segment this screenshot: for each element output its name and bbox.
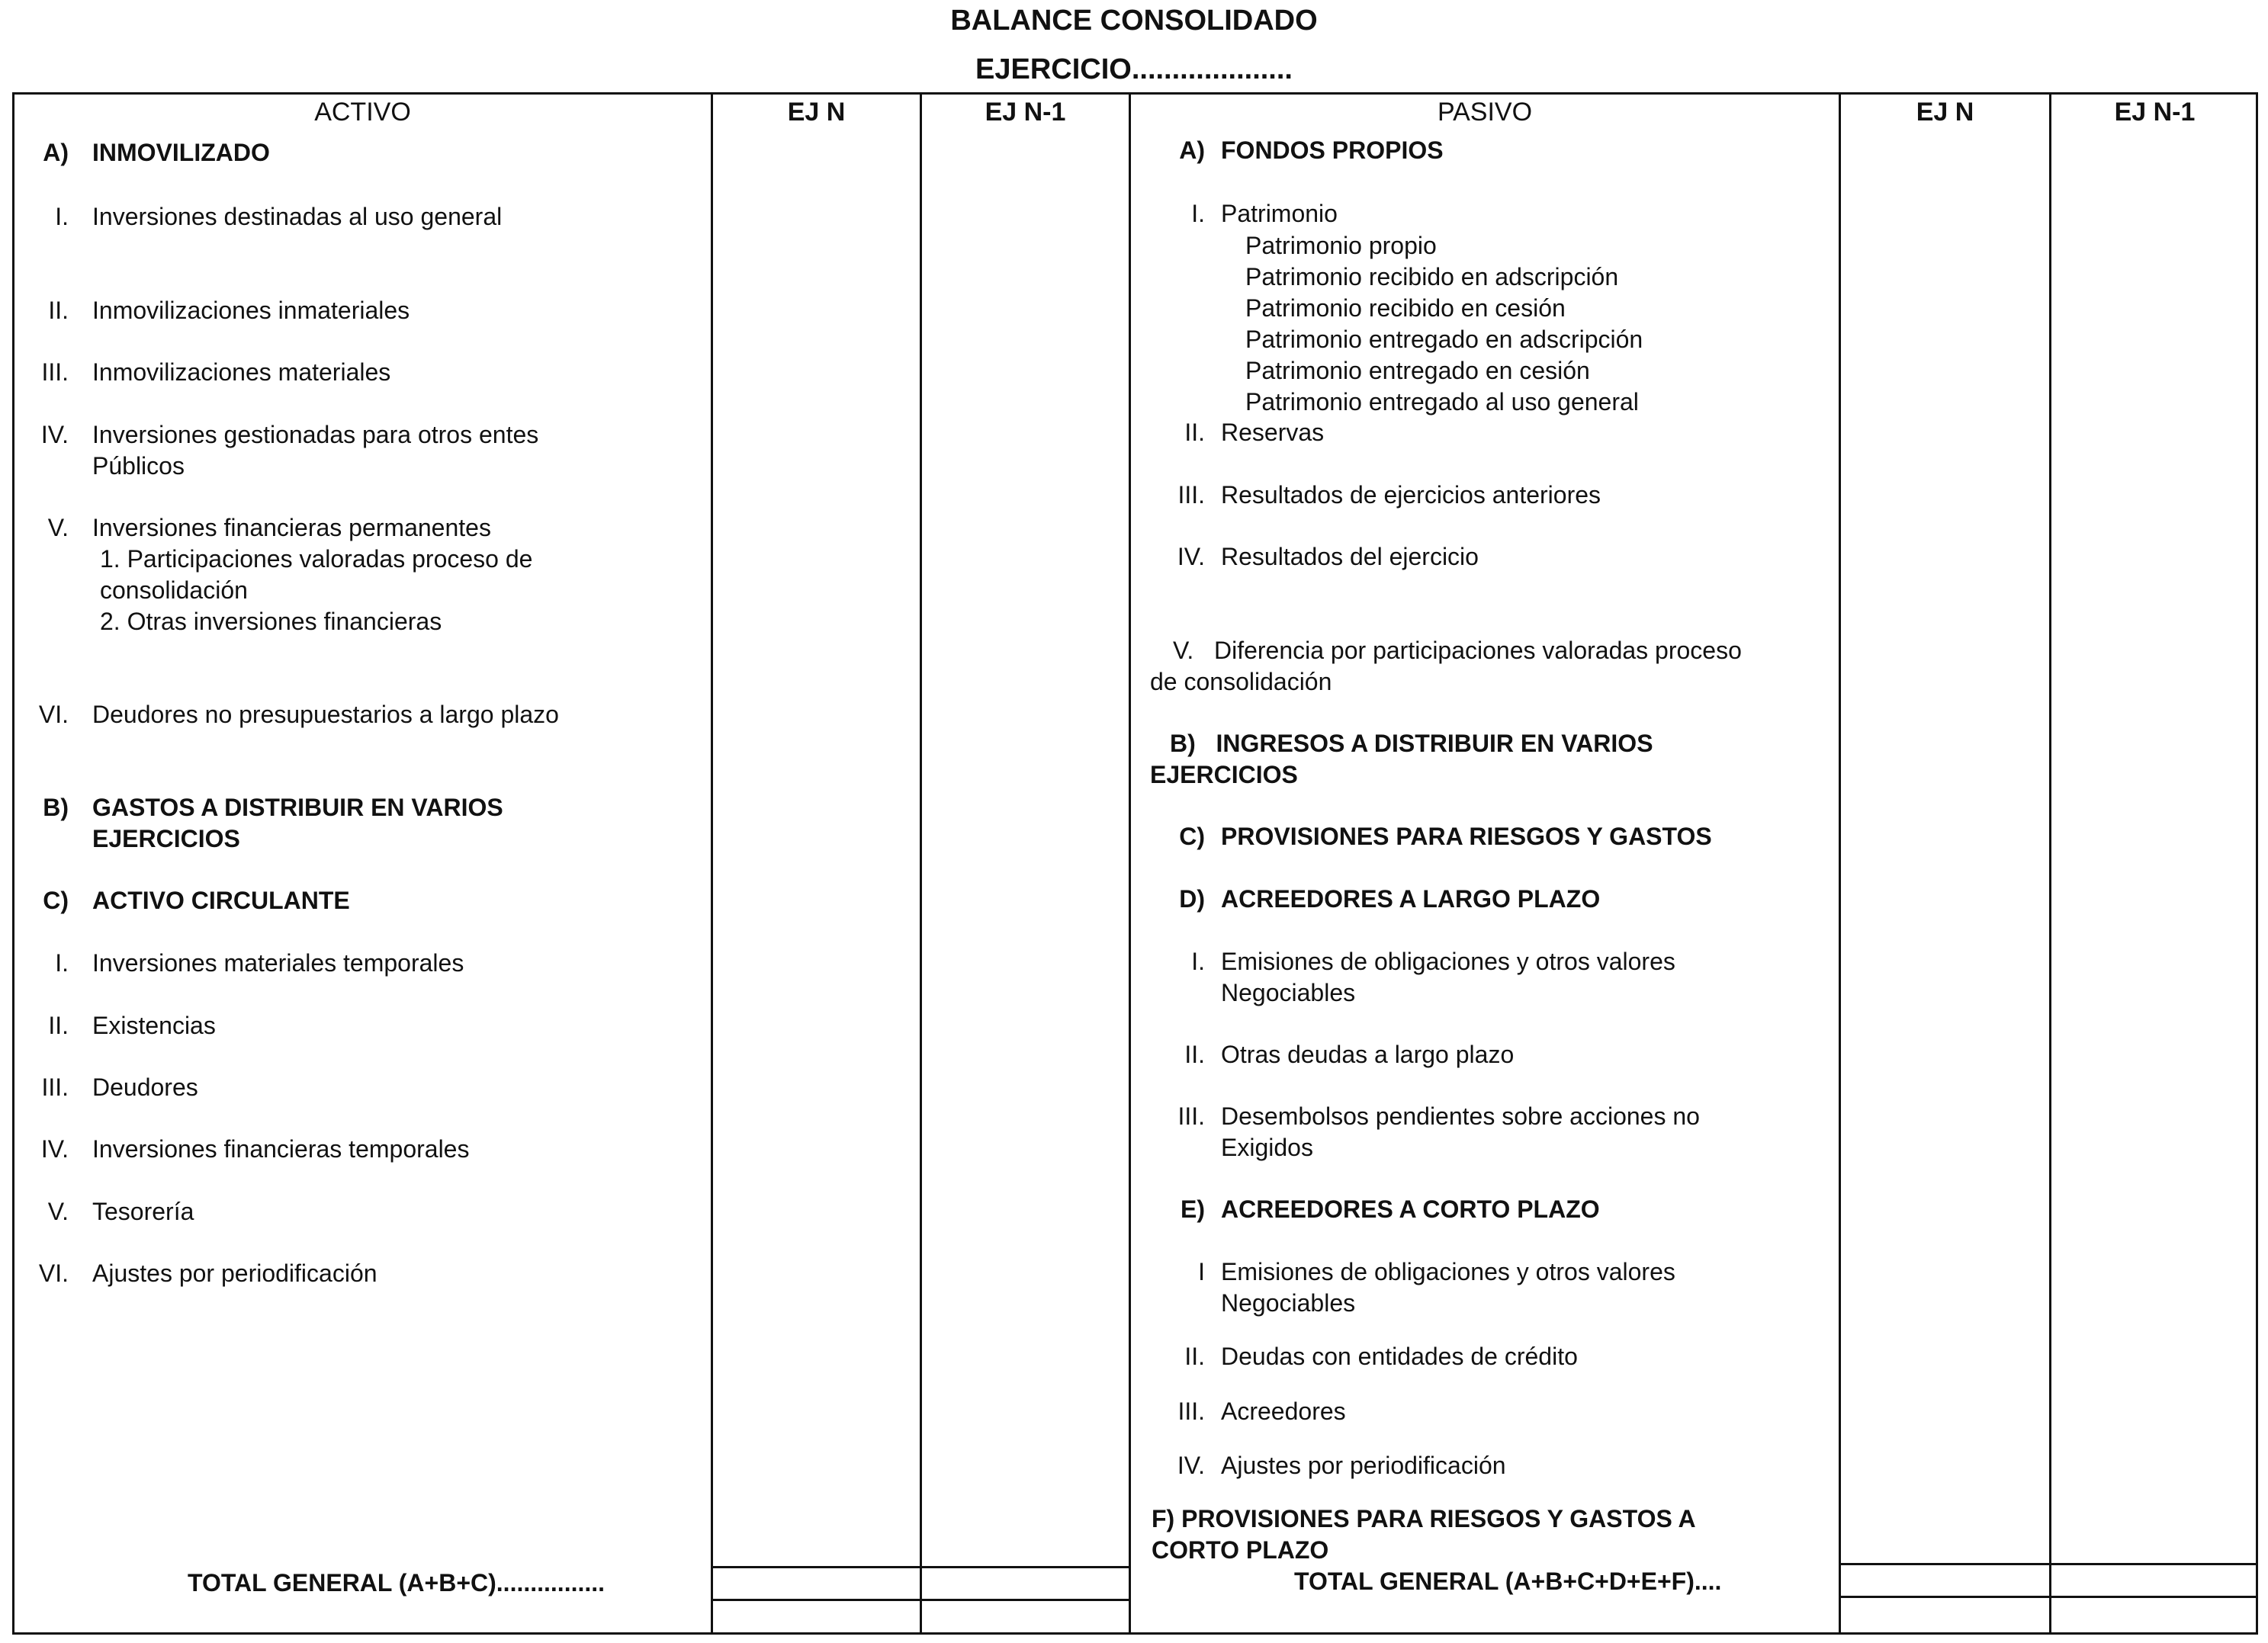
line-item: Acreedores xyxy=(1221,1398,1346,1425)
line-item: Emisiones de obligaciones y otros valores xyxy=(1221,948,1675,975)
line-item: V. Diferencia por participaciones valoradas proceso xyxy=(1173,637,1742,664)
line-item: Ajustes por periodificación xyxy=(92,1260,377,1287)
section-title: B) INGRESOS A DISTRIBUIR EN VARIOS xyxy=(1170,730,1653,757)
header-activo: ACTIVO xyxy=(314,98,411,127)
column-divider xyxy=(1839,92,1841,1635)
sub-item: Patrimonio recibido en cesión xyxy=(1245,294,1566,322)
item-number: I. xyxy=(55,203,69,230)
item-number: II. xyxy=(1184,1343,1205,1370)
line-item: Patrimonio xyxy=(1221,200,1338,227)
line-item: Reservas xyxy=(1221,419,1325,446)
header-ej-n: EJ N xyxy=(787,98,846,127)
line-item: Existencias xyxy=(92,1012,216,1039)
item-number: III. xyxy=(1177,1102,1205,1130)
section-label: C) xyxy=(1179,823,1205,850)
section-title: CORTO PLAZO xyxy=(1152,1536,1329,1564)
column-divider xyxy=(2049,92,2051,1635)
section-label: E) xyxy=(1181,1195,1205,1223)
item-number: II. xyxy=(48,297,69,324)
section-title: INMOVILIZADO xyxy=(92,139,270,166)
item-number: IV. xyxy=(1177,1452,1205,1479)
sub-item: Patrimonio entregado en adscripción xyxy=(1245,326,1643,353)
line-item: Inmovilizaciones inmateriales xyxy=(92,297,410,324)
header-pasivo: PASIVO xyxy=(1437,98,1533,127)
line-item: Ajustes por periodificación xyxy=(1221,1452,1506,1479)
sub-item: Patrimonio entregado en cesión xyxy=(1245,357,1590,384)
sub-item: 2. Otras inversiones financieras xyxy=(100,608,442,635)
line-item: Tesorería xyxy=(92,1198,194,1225)
header-ej-n1: EJ N-1 xyxy=(985,98,1066,127)
item-number: III. xyxy=(41,358,69,386)
item-number: II. xyxy=(48,1012,69,1039)
header-ej-n: EJ N xyxy=(1916,98,1974,127)
line-item: Deudores no presupuestarios a largo plazo xyxy=(92,701,559,728)
total-pasivo: TOTAL GENERAL (A+B+C+D+E+F).... xyxy=(1294,1568,1722,1595)
line-item: Inversiones destinadas al uso general xyxy=(92,203,503,230)
section-title: ACREEDORES A LARGO PLAZO xyxy=(1221,885,1601,913)
sub-item: Patrimonio entregado al uso general xyxy=(1245,388,1639,416)
item-number: VI. xyxy=(38,701,69,728)
section-label: A) xyxy=(43,139,69,166)
item-number: I. xyxy=(55,949,69,977)
item-number: I. xyxy=(1191,200,1205,227)
sub-item: Patrimonio propio xyxy=(1245,232,1437,259)
item-number: II. xyxy=(1184,1041,1205,1068)
page-title: BALANCE CONSOLIDADO xyxy=(950,5,1318,37)
item-number: IV. xyxy=(40,1135,69,1163)
column-divider xyxy=(1129,92,1131,1635)
line-item: Resultados de ejercicios anteriores xyxy=(1221,481,1601,509)
total-line-top xyxy=(1839,1563,2258,1565)
section-label: A) xyxy=(1179,136,1205,164)
column-divider xyxy=(920,92,922,1635)
total-line-bottom xyxy=(711,1599,1129,1601)
total-line-bottom xyxy=(1839,1596,2258,1598)
section-title: PROVISIONES PARA RIESGOS Y GASTOS xyxy=(1221,823,1712,850)
item-number: IV. xyxy=(40,421,69,448)
total-activo: TOTAL GENERAL (A+B+C)................ xyxy=(188,1569,606,1596)
line-item: Exigidos xyxy=(1221,1134,1313,1161)
section-title: EJERCICIOS xyxy=(1150,761,1298,788)
page-subtitle: EJERCICIO.................... xyxy=(975,53,1293,85)
section-label: C) xyxy=(43,887,69,914)
section-title: ACREEDORES A CORTO PLAZO xyxy=(1221,1195,1600,1223)
line-item: Desembolsos pendientes sobre acciones no xyxy=(1221,1102,1700,1130)
section-title: GASTOS A DISTRIBUIR EN VARIOS xyxy=(92,794,503,821)
line-item: Inversiones financieras temporales xyxy=(92,1135,470,1163)
line-item: Públicos xyxy=(92,452,185,480)
item-number: III. xyxy=(1177,481,1205,509)
line-item: Resultados del ejercicio xyxy=(1221,543,1479,570)
item-number: IV. xyxy=(1177,543,1205,570)
item-number: II. xyxy=(1184,419,1205,446)
section-title: FONDOS PROPIOS xyxy=(1221,136,1444,164)
line-item: Otras deudas a largo plazo xyxy=(1221,1041,1515,1068)
sub-item: 1. Participaciones valoradas proceso de xyxy=(100,545,533,573)
header-ej-n1: EJ N-1 xyxy=(2114,98,2196,127)
section-title: ACTIVO CIRCULANTE xyxy=(92,887,350,914)
item-number: III. xyxy=(41,1073,69,1101)
item-number: VI. xyxy=(38,1260,69,1287)
sub-item: consolidación xyxy=(100,576,248,604)
item-number: V. xyxy=(47,1198,69,1225)
section-label: D) xyxy=(1179,885,1205,913)
line-item: Inmovilizaciones materiales xyxy=(92,358,391,386)
line-item: Deudas con entidades de crédito xyxy=(1221,1343,1578,1370)
section-title: F) PROVISIONES PARA RIESGOS Y GASTOS A xyxy=(1152,1505,1696,1532)
sub-item: Patrimonio recibido en adscripción xyxy=(1245,263,1619,290)
section-title: EJERCICIOS xyxy=(92,825,240,852)
line-item: Inversiones materiales temporales xyxy=(92,949,464,977)
line-item: Inversiones gestionadas para otros entes xyxy=(92,421,539,448)
item-number: V. xyxy=(47,514,69,541)
line-item: de consolidación xyxy=(1150,668,1332,695)
line-item: Negociables xyxy=(1221,979,1356,1006)
line-item: Negociables xyxy=(1221,1289,1356,1317)
line-item: Deudores xyxy=(92,1073,198,1101)
item-number: I. xyxy=(1191,948,1205,975)
section-label: B) xyxy=(43,794,69,821)
item-number: I xyxy=(1198,1258,1205,1285)
column-divider xyxy=(711,92,713,1635)
item-number: III. xyxy=(1177,1398,1205,1425)
total-line-top xyxy=(711,1566,1129,1568)
line-item: Inversiones financieras permanentes xyxy=(92,514,491,541)
line-item: Emisiones de obligaciones y otros valores xyxy=(1221,1258,1675,1285)
